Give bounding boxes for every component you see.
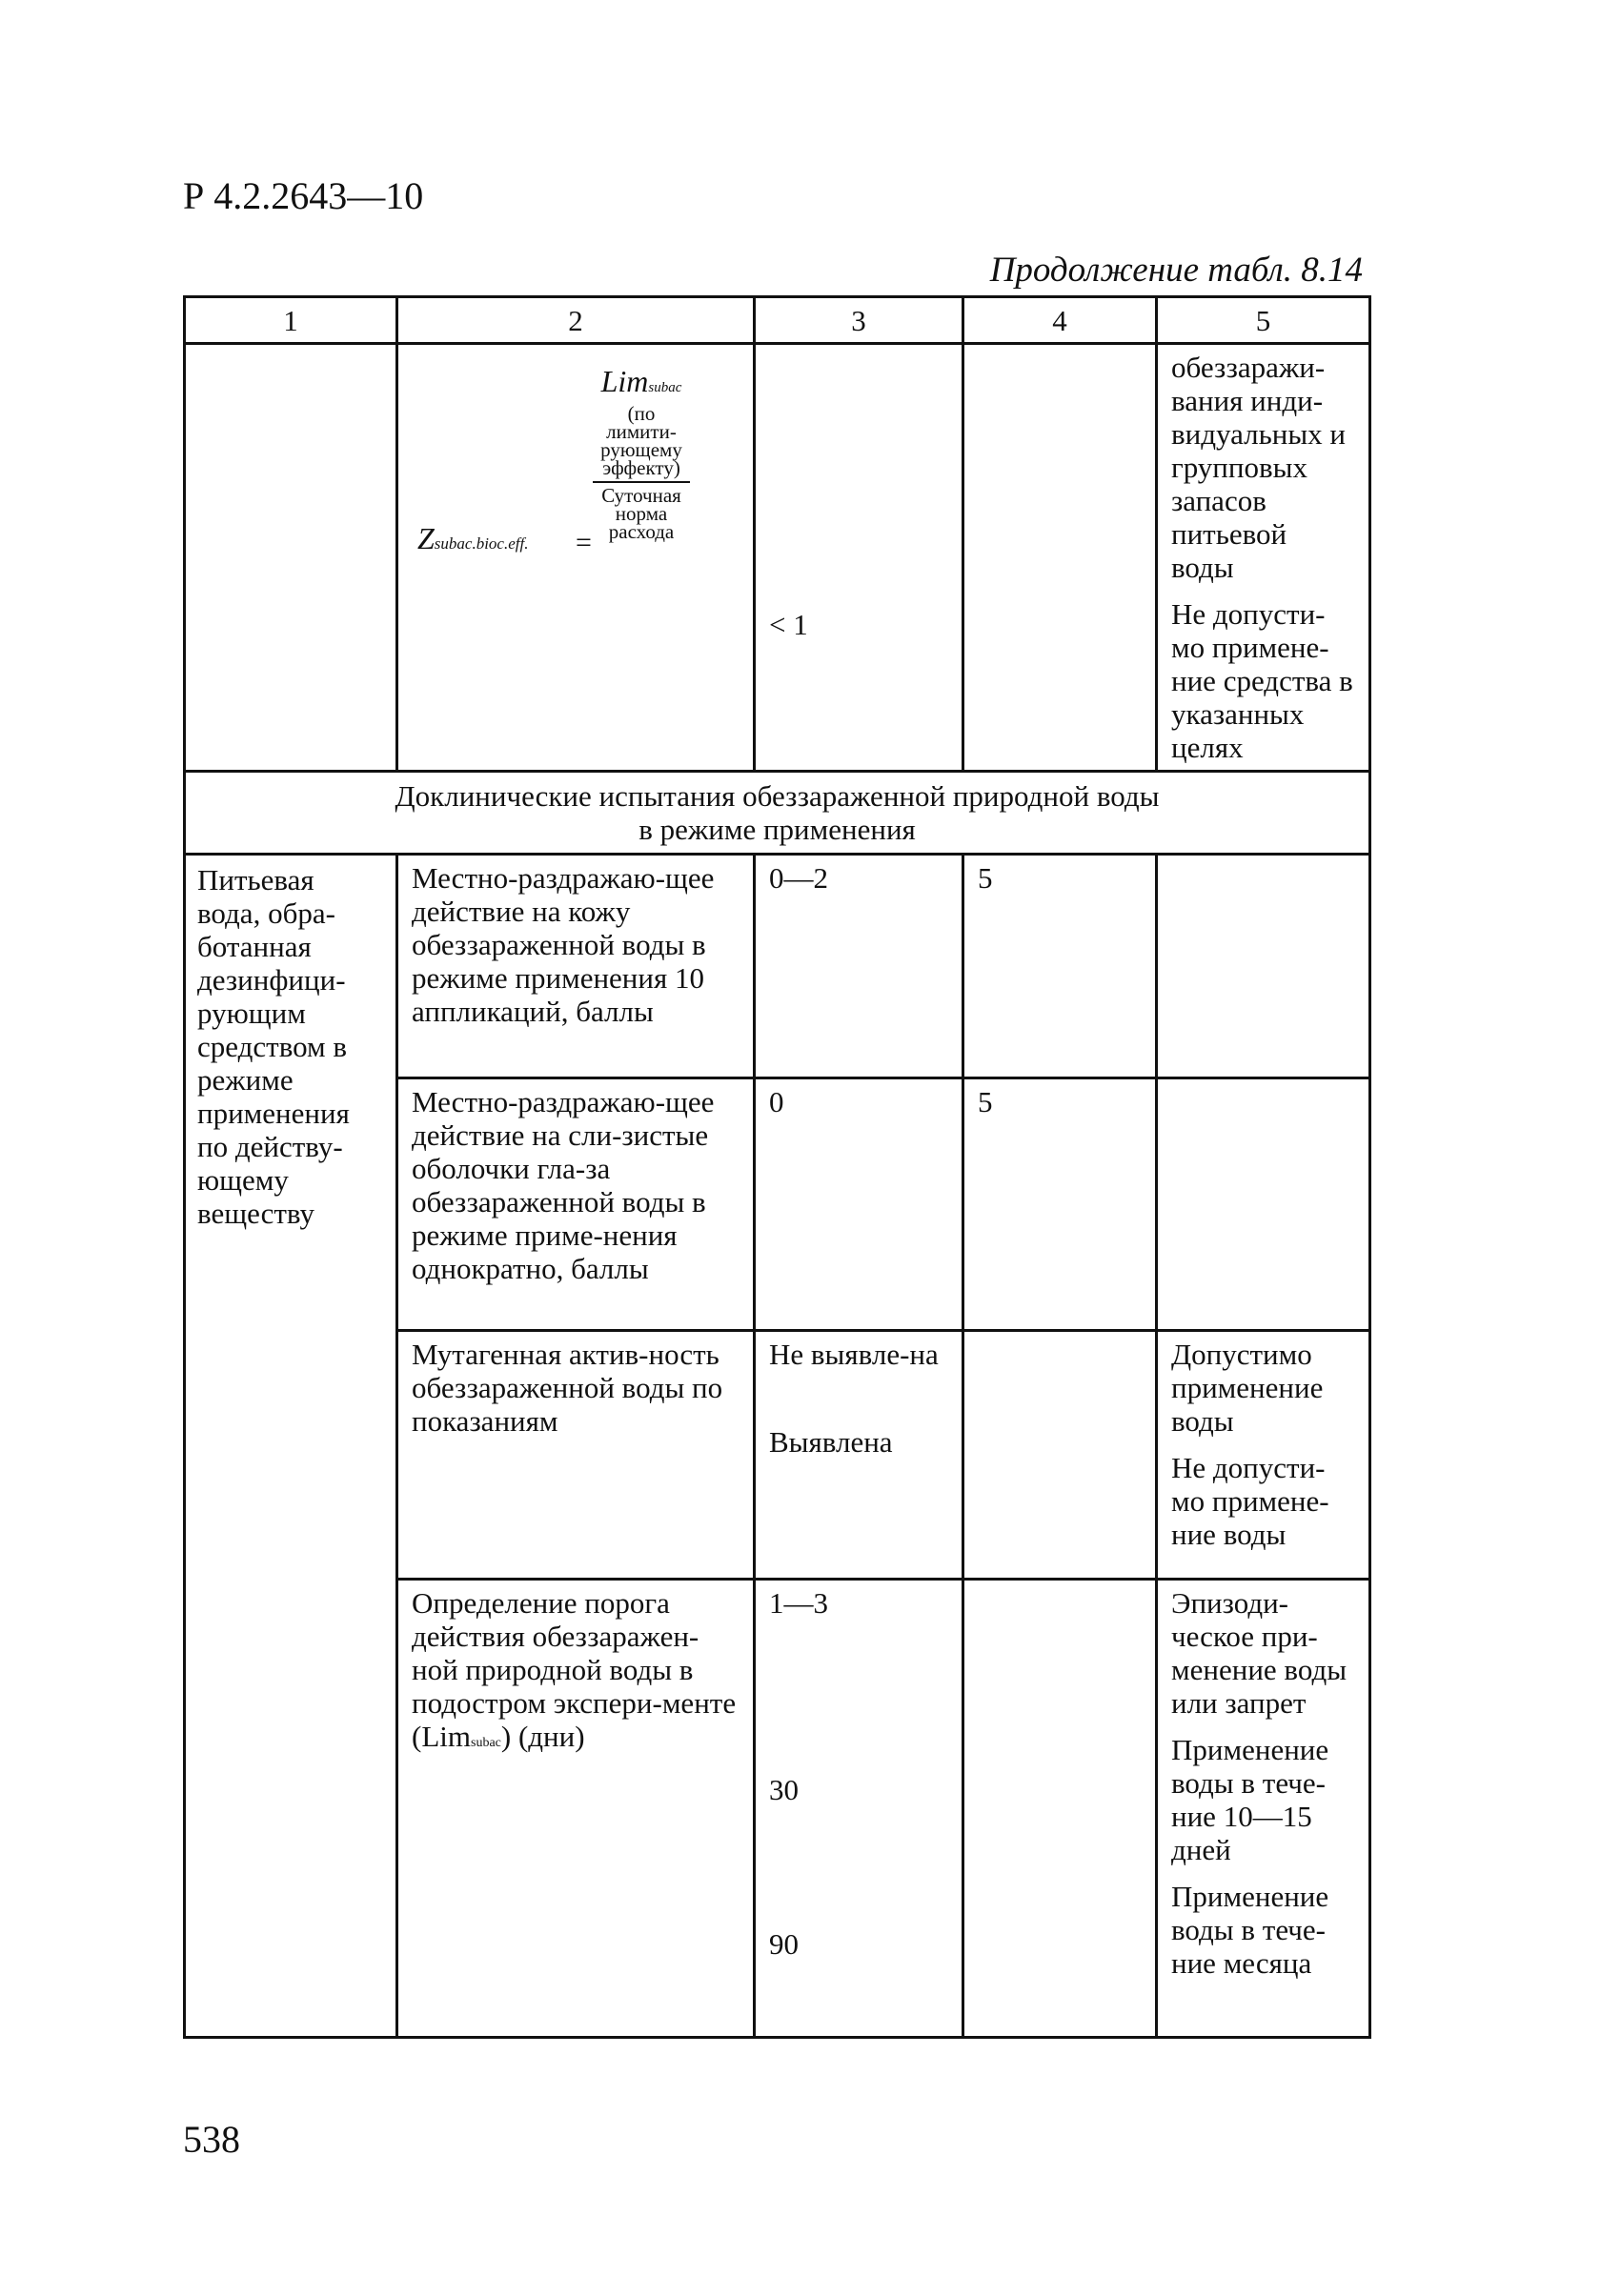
table-header-row: [185, 297, 1370, 344]
class-cell: [963, 855, 1157, 1078]
document-code: Р 4.2.2643—10: [183, 174, 424, 217]
data-table: [183, 295, 1371, 2039]
subject-cell: [185, 855, 397, 2038]
indicator-text: Местно-раздражаю-щее действие на кожу обеззараженной воды в режиме применения 10 аппликаций, баллы: [412, 861, 715, 1028]
formula-note-line: лимити-: [606, 420, 677, 443]
formula-note-line: рующему: [600, 438, 682, 461]
indicator-cell: [397, 1580, 755, 2038]
column-number-2: 2: [397, 297, 755, 344]
formula-note-line: (по: [627, 402, 656, 425]
formula-lim: Lim: [600, 364, 649, 398]
value-cell: [755, 1580, 963, 2038]
indicator-cell: [397, 855, 755, 1078]
value-cell: [755, 855, 963, 1078]
column-number-5: 5: [1157, 297, 1370, 344]
table-continuation-caption: Продолжение табл. 8.14: [989, 251, 1363, 290]
fraction-bar: [593, 481, 690, 483]
indicator-text: Мутагенная актив-ность обеззараженной воды по показаниям: [412, 1338, 723, 1438]
conclusion-text: Применение воды в тече-ние 10—15 дней: [1171, 1733, 1329, 1866]
column-number-3: 3: [755, 297, 963, 344]
value-text: 0: [769, 1085, 784, 1118]
formula-lhs: [417, 522, 528, 560]
formula-equals: =: [576, 527, 592, 558]
value-text: Выявлена: [769, 1425, 893, 1459]
formula-fraction: [589, 364, 694, 541]
section-heading-row: [185, 772, 1370, 855]
indicator-subscript: subac: [471, 1736, 501, 1750]
formula-cell: [397, 344, 755, 772]
indicator-cell: [397, 1331, 755, 1580]
page-number: 538: [183, 2118, 240, 2161]
conclusion-text: Не допусти-мо примене-ние воды: [1171, 1451, 1329, 1551]
section-heading-line: в режиме применения: [638, 813, 916, 846]
value-text: 0—2: [769, 861, 828, 895]
class-cell: [963, 1331, 1157, 1580]
formula-note-line: эффекту): [602, 456, 680, 479]
column-number-4: 4: [963, 297, 1157, 344]
class-text: 5: [978, 861, 993, 895]
section-heading: [185, 772, 1370, 855]
z-formula: [398, 345, 753, 764]
conclusion-text: Применение воды в тече-ние месяца: [1171, 1880, 1329, 1980]
conclusion-text: обеззаражи-вания инди-видуальных и групповых запасов питьевой воды: [1171, 351, 1346, 584]
indicator-cell: [397, 1078, 755, 1331]
conclusion-text: Не допусти-мо примене-ние средства в указанных целях: [1171, 597, 1353, 764]
class-cell: [963, 1580, 1157, 2038]
value-cell: [755, 1331, 963, 1580]
formula-denominator-line: расхода: [608, 520, 675, 543]
conclusion-cell: [1157, 1078, 1370, 1331]
formula-lim-subscript: subac: [648, 380, 682, 395]
table-row: [185, 344, 1370, 772]
column-number-1: 1: [185, 297, 397, 344]
value-text: 90: [769, 1927, 799, 1961]
formula-lhs-symbol: Z: [417, 521, 435, 555]
indicator-text: [398, 1581, 753, 1765]
conclusion-text: Допустимо применение воды: [1171, 1338, 1324, 1438]
conclusion-cell: [1157, 344, 1370, 772]
value-cell: [755, 344, 963, 772]
section-heading-line: Доклинические испытания обеззараженной природной воды: [395, 779, 1160, 813]
value-text: 1—3: [769, 1586, 828, 1620]
class-cell: [963, 1078, 1157, 1331]
value-cell: [755, 1078, 963, 1331]
indicator-main-text: Определение порога действия обеззаражен-ной природной воды в подостром экспери-менте (Lim: [412, 1586, 737, 1753]
conclusion-cell: [1157, 1580, 1370, 2038]
formula-lhs-subscript: subac.bioc.eff.: [434, 534, 529, 553]
indicator-text: Местно-раздражаю-щее действие на сли-зистые оболочки гла-за обеззараженной воды в режиме приме-нения однократно, баллы: [412, 1085, 715, 1285]
conclusion-text: Эпизоди-ческое при-менение воды или запрет: [1171, 1586, 1347, 1720]
conclusion-cell: [1157, 855, 1370, 1078]
subject-text: Питьевая вода, обра-ботанная дезинфици-рующим средством в режиме применения по действу-ющему веществу: [197, 863, 350, 1230]
empty-cell: [185, 344, 397, 772]
value-text: Не выявле-на: [769, 1338, 939, 1371]
threshold-value: < 1: [769, 608, 808, 641]
formula-numerator: [589, 364, 694, 405]
formula-denominator-line: Суточная: [601, 484, 681, 507]
formula-denominator-line: норма: [615, 502, 668, 525]
conclusion-cell: [1157, 1331, 1370, 1580]
table-row: [185, 855, 1370, 1078]
value-text: 30: [769, 1773, 799, 1806]
indicator-tail-text: ) (дни): [500, 1720, 585, 1753]
empty-cell: [963, 344, 1157, 772]
class-text: 5: [978, 1085, 993, 1118]
